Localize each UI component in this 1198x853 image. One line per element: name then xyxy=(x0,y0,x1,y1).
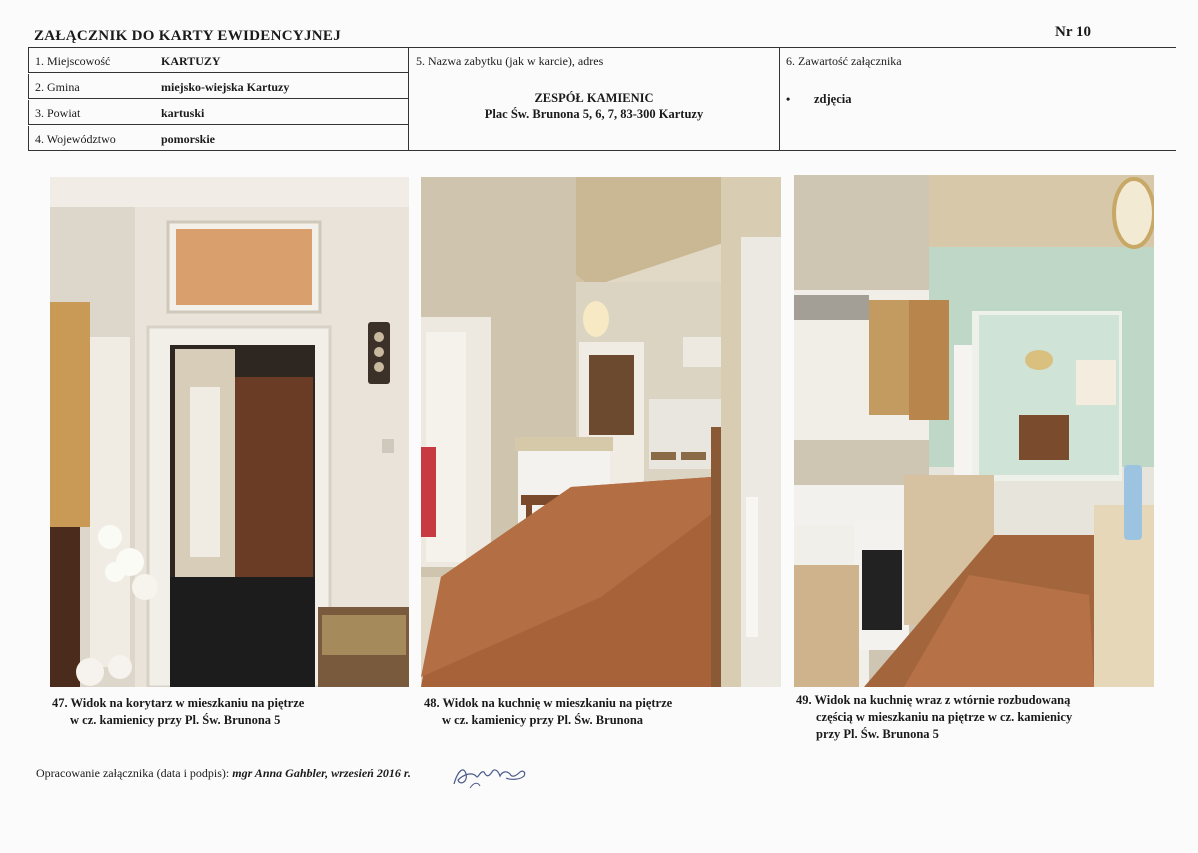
field-label: 2. Gmina xyxy=(35,80,80,94)
caption-line: 48. Widok na kuchnię w mieszkaniu na piętrze xyxy=(424,696,673,710)
photo-caption-49 xyxy=(796,692,1072,743)
contents-label: 6. Zawartość załącznika xyxy=(786,54,902,68)
column-divider xyxy=(779,48,780,150)
photo-kitchen xyxy=(421,177,781,687)
field-value: KARTUZY xyxy=(161,54,221,68)
caption-line: w cz. kamienicy przy Pl. Św. Brunona 5 xyxy=(70,713,281,727)
field-value: kartuski xyxy=(161,106,205,120)
field-label: 4. Województwo xyxy=(35,132,116,146)
caption-line: 47. Widok na korytarz w mieszkaniu na piętrze xyxy=(52,696,305,710)
registry-fields xyxy=(28,48,408,150)
photo-corridor xyxy=(50,177,409,687)
page-title: ZAŁĄCZNIK DO KARTY EWIDENCYJNEJ xyxy=(34,28,341,44)
header-bottom-rule xyxy=(28,150,1176,151)
field-row-voivodeship xyxy=(28,126,408,151)
handwritten-signature xyxy=(450,760,530,790)
caption-line: w cz. kamienicy przy Pl. Św. Brunona xyxy=(442,713,644,727)
monument-label: 5. Nazwa zabytku (jak w karcie), adres xyxy=(416,54,604,68)
caption-line: 49. Widok na kuchnię wraz z wtórnie rozbudowaną xyxy=(796,693,1071,707)
monument-address: Plac Św. Brunona 5, 6, 7, 83-300 Kartuzy xyxy=(484,107,704,121)
field-row-county xyxy=(28,100,408,125)
caption-line: częścią w mieszkaniu na piętrze w cz. kamienicy xyxy=(816,710,1073,724)
photo-kitchen-extension xyxy=(794,175,1154,687)
photo-caption-48 xyxy=(424,695,672,729)
field-label: 1. Miejscowość xyxy=(35,54,111,68)
caption-line: przy Pl. Św. Brunona 5 xyxy=(816,727,939,741)
bullet-icon: • xyxy=(786,92,791,106)
field-row-locality xyxy=(28,48,408,73)
prepared-by xyxy=(36,766,411,781)
contents-item xyxy=(786,92,851,107)
column-divider xyxy=(408,48,409,150)
monument-name: ZESPÓŁ KAMIENIC xyxy=(534,91,654,105)
field-row-commune xyxy=(28,74,408,99)
prepared-label: Opracowanie załącznika (data i podpis): xyxy=(36,766,230,780)
contents-item-text: zdjęcia xyxy=(814,92,852,106)
page-number: Nr 10 xyxy=(1055,24,1091,40)
photo-caption-47 xyxy=(52,695,304,729)
field-value: miejsko-wiejska Kartuzy xyxy=(161,80,290,94)
field-label: 3. Powiat xyxy=(35,106,81,120)
prepared-author: mgr Anna Gahbler, wrzesień 2016 r. xyxy=(232,766,411,780)
field-value: pomorskie xyxy=(161,132,215,146)
